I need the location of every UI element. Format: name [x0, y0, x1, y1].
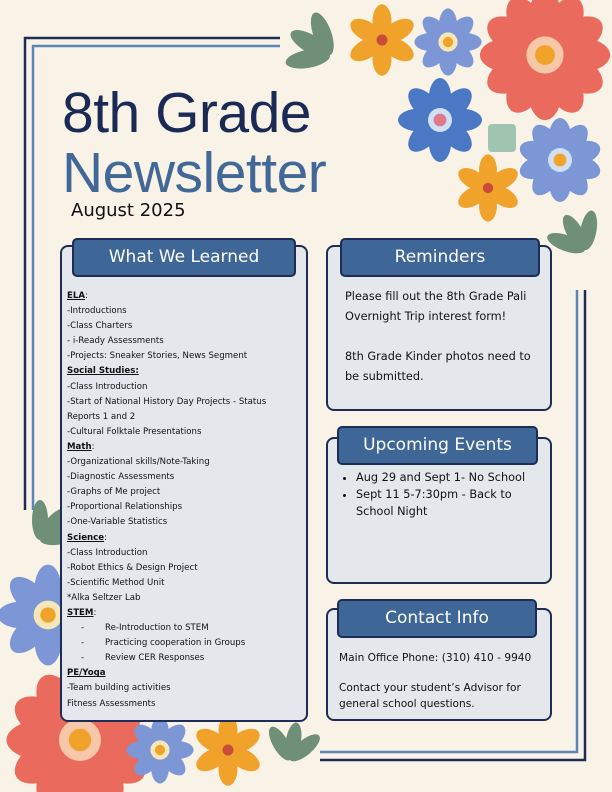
list-item: -Class Introduction: [67, 381, 148, 392]
list-item: [67, 621, 301, 636]
flower-icon: [454, 154, 521, 221]
subject-name: Social Studies:: [67, 366, 139, 377]
colon: :: [93, 607, 97, 618]
list-item: -Graphs of Me project: [67, 487, 161, 498]
list-item: *Alka Seltzer Lab: [67, 592, 141, 603]
list-item: -Cultural Folktale Presentations: [67, 426, 202, 437]
list-item: -Proportional Relationships: [67, 502, 183, 513]
colon: :: [85, 291, 88, 301]
flower-icon: [398, 78, 482, 162]
what-we-learned-panel: [60, 245, 308, 722]
list-item: -Start of National History Day Projects - Status Reports 1 and 2: [67, 396, 267, 422]
leaf-icon: [264, 721, 324, 766]
leaf-icon: [545, 209, 600, 257]
list-item: -Introductions: [67, 306, 127, 317]
advisor-note: Contact your student’s Advisor for general school questions.: [339, 682, 521, 710]
reminder-kinder-photos: 8th Grade Kinder photos need to be submitted.: [345, 350, 531, 383]
flower-icon: [480, 0, 610, 120]
flower-icon: [126, 716, 193, 783]
square-shape: [488, 124, 516, 152]
colon: :: [91, 441, 95, 452]
flower-icon: [346, 4, 417, 75]
list-item: Fitness Assessments: [67, 698, 156, 709]
reminder-pali-trip: Please fill out the 8th Grade Pali Overnight Trip interest form!: [345, 290, 527, 323]
dash-bullet: -: [81, 653, 85, 664]
list-item-text: Re-Introduction to STEM: [105, 623, 209, 634]
reminders-heading: Reminders: [340, 238, 540, 277]
subject-name: ELA: [67, 291, 85, 301]
subject-heading: [67, 531, 301, 546]
subject-heading: [67, 289, 301, 304]
title-line-1: 8th Grade: [62, 81, 311, 145]
subject-heading: [67, 440, 301, 455]
list-item: -Robot Ethics & Design Project: [67, 562, 198, 573]
upcoming-events-heading: Upcoming Events: [337, 426, 538, 465]
subject-heading: [67, 364, 301, 379]
office-phone: Main Office Phone: (310) 410 - 9940: [339, 652, 532, 664]
flower-icon: [192, 714, 263, 785]
list-item: -Diagnostic Assessments: [67, 472, 175, 483]
list-item: -Projects: Sneaker Stories, News Segment: [67, 351, 248, 362]
title-line-2: Newsletter: [62, 141, 327, 205]
list-item-text: Practicing cooperation in Groups: [105, 638, 246, 649]
leaf-icon: [284, 10, 338, 72]
what-we-learned-heading: What We Learned: [72, 238, 296, 277]
list-item: [67, 636, 301, 651]
flower-icon: [414, 8, 481, 75]
subject-name: PE/Yoga: [67, 668, 106, 679]
subject-name: Science: [67, 532, 105, 543]
list-item-text: Review CER Responses: [105, 653, 205, 664]
list-item: -Scientific Method Unit: [67, 577, 165, 588]
flower-icon: [517, 118, 604, 202]
list-item: [67, 651, 301, 666]
dash-bullet: -: [81, 623, 85, 634]
subject-name: Math: [67, 441, 92, 452]
event-item: • Sept 11 5-7:30pm - Back to School Night: [356, 486, 540, 520]
subject-name: STEM: [67, 607, 94, 618]
list-item: -Team building activities: [67, 683, 171, 694]
list-item: -Class Charters: [67, 321, 133, 332]
newsletter-date: August 2025: [71, 200, 186, 221]
list-item: - i-Ready Assessments: [67, 336, 164, 347]
list-item: -One-Variable Statistics: [67, 517, 168, 528]
dash-bullet: -: [81, 638, 85, 649]
subject-heading: [67, 606, 301, 621]
list-item: -Organizational skills/Note-Taking: [67, 457, 210, 468]
list-item: -Class Introduction: [67, 547, 148, 558]
colon: :: [104, 532, 108, 543]
subject-heading: [67, 666, 301, 681]
event-item: • Aug 29 and Sept 1- No School: [356, 469, 540, 486]
contact-info-heading: Contact Info: [337, 599, 537, 638]
